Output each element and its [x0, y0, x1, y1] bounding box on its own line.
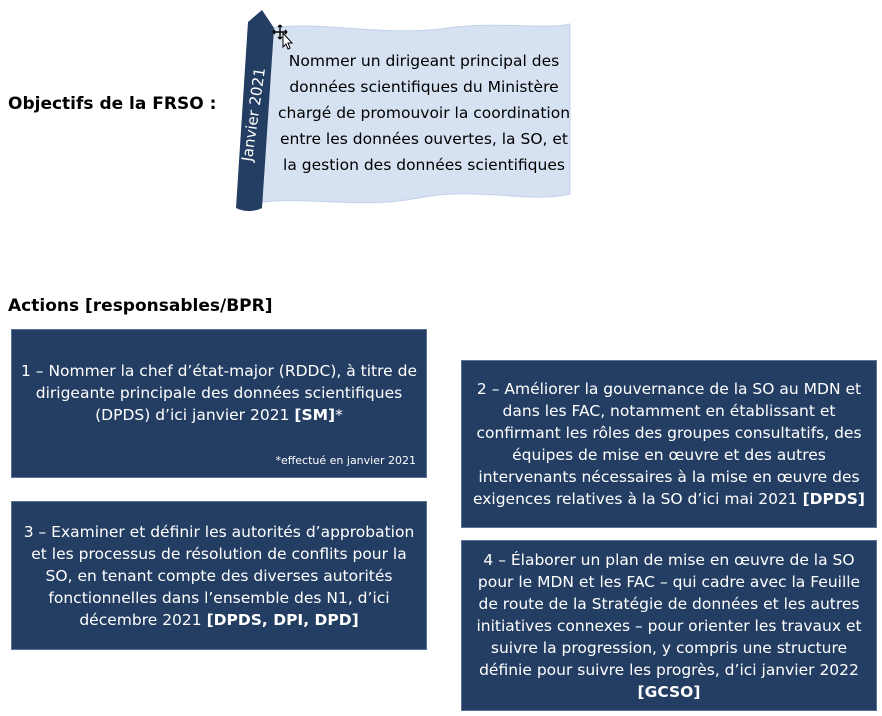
actions-heading: Actions [responsables/BPR]: [8, 296, 273, 316]
action-box-2: [461, 360, 877, 528]
action-box-3: [11, 501, 427, 650]
action-1-bpr: [SM]: [294, 405, 336, 424]
action-4-text: 4 – Élaborer un plan de mise en œuvre de la SO pour le MDN et les FAC – qui cadre avec la Feuille de route de la Stratégie de données et les autres initiatives connexes – pour orienter les travaux et suivre la progression, y compris une structure définie pour suivre les progrès, d’ici janvier 2022 [GCSO]: [476, 550, 862, 701]
banner-date: Janvier 2021: [238, 66, 269, 163]
banner-text: Nommer un dirigeant principal des données scientifiques du Ministère chargé de promouvoir la coordination entre les données ouvertes, la SO, et la gestion des données scientifiques: [277, 52, 571, 174]
action-3-text: 3 – Examiner et définir les autorités d’approbation et les processus de résolution de conflits pour la SO, en tenant compte des diverses autorités fonctionnelles dans l’ensemble des N1, d’ici décembre 2021 [DPDS, DPI, DPD]: [23, 522, 415, 629]
action-box-4: [461, 540, 877, 711]
action-1-text: 1 – Nommer la chef d’état-major (RDDC), à titre de dirigeante principale des données scientifiques (DPDS) d’ici janvier 2021 [SM]*: [21, 361, 417, 424]
action-3-bpr: [DPDS, DPI, DPD]: [206, 610, 359, 629]
action-2-bpr: [DPDS]: [802, 490, 866, 508]
action-2-text: 2 – Améliorer la gouvernance de la SO au MDN et dans les FAC, notamment en établissant et confirmant les rôles des groupes consultatifs, des équipes de mise en œuvre et des autres intervenants nécessaires à la mise en œuvre des exigences relatives à la SO d’ici mai 2021 [DPDS]: [472, 380, 866, 508]
move-cursor-icon: [272, 24, 294, 50]
action-box-1: [11, 329, 427, 478]
objectives-heading: Objectifs de la FRSO :: [8, 94, 217, 114]
action-4-bpr: [GCSO]: [637, 682, 701, 701]
action-1-note: *effectué en janvier 2021: [275, 454, 416, 467]
